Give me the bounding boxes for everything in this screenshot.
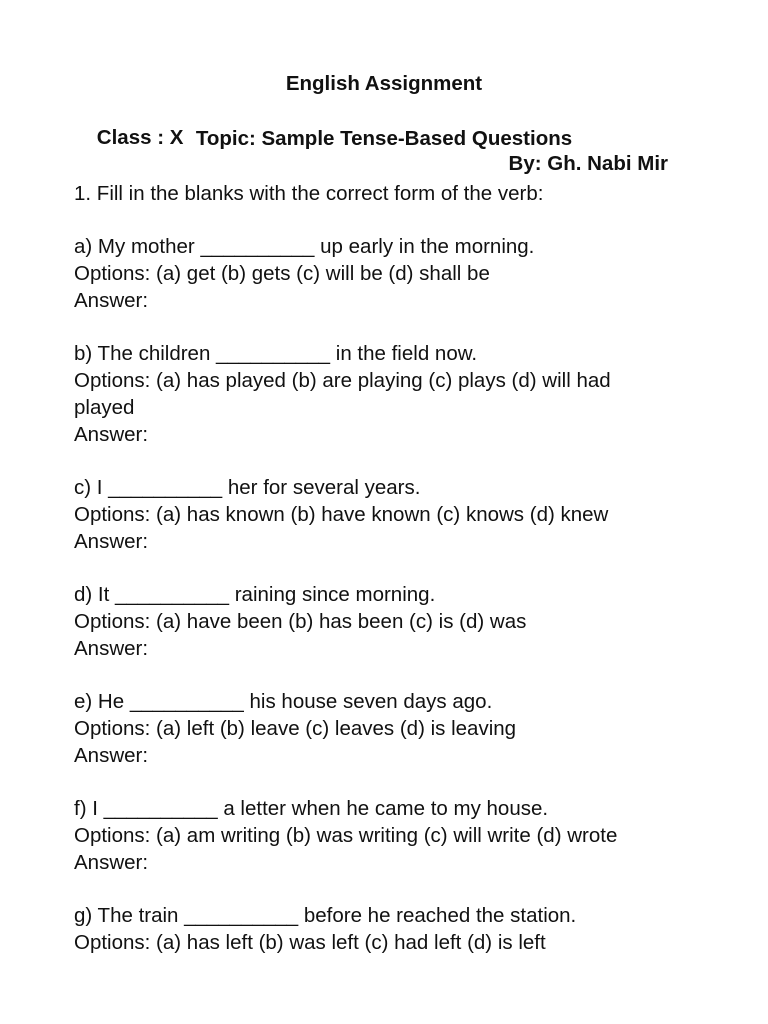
question-e-answer: Answer: <box>74 744 149 767</box>
question-a-answer: Answer: <box>74 289 149 312</box>
instruction-text: 1. Fill in the blanks with the correct form of the verb: <box>74 182 544 205</box>
question-b-stem: b) The children __________ in the field now. <box>74 342 478 365</box>
question-c-stem: c) I __________ her for several years. <box>74 476 421 499</box>
question-c-options: Options: (a) has known (b) have known (c) knows (d) knew <box>74 503 609 526</box>
class-label: Class : X <box>96 126 184 149</box>
question-b-options: Options: (a) has played (b) are playing (c) plays (d) will had <box>74 369 611 392</box>
question-d-options: Options: (a) have been (b) has been (c) is (d) was <box>74 610 527 633</box>
question-c-answer: Answer: <box>74 530 149 553</box>
question-e-options: Options: (a) left (b) leave (c) leaves (d) is leaving <box>74 717 517 740</box>
page-title: English Assignment <box>285 72 483 95</box>
topic-label: Topic: Sample Tense-Based Questions <box>195 127 573 150</box>
question-e-stem: e) He __________ his house seven days ago. <box>74 690 493 713</box>
question-d-answer: Answer: <box>74 637 149 660</box>
author-label: By: Gh. Nabi Mir <box>508 152 668 175</box>
question-a-options: Options: (a) get (b) gets (c) will be (d) shall be <box>74 262 490 285</box>
question-f-answer: Answer: <box>74 851 149 874</box>
question-b-options-cont: played <box>74 396 135 419</box>
question-f-options: Options: (a) am writing (b) was writing (c) will write (d) wrote <box>74 824 618 847</box>
question-f-stem: f) I __________ a letter when he came to my house. <box>74 797 549 820</box>
question-d-stem: d) It __________ raining since morning. <box>74 583 436 606</box>
question-a-stem: a) My mother __________ up early in the morning. <box>74 235 535 258</box>
question-b-answer: Answer: <box>74 423 149 446</box>
question-g-stem: g) The train __________ before he reached the station. <box>74 904 577 927</box>
question-g-options: Options: (a) has left (b) was left (c) had left (d) is left <box>74 931 546 954</box>
